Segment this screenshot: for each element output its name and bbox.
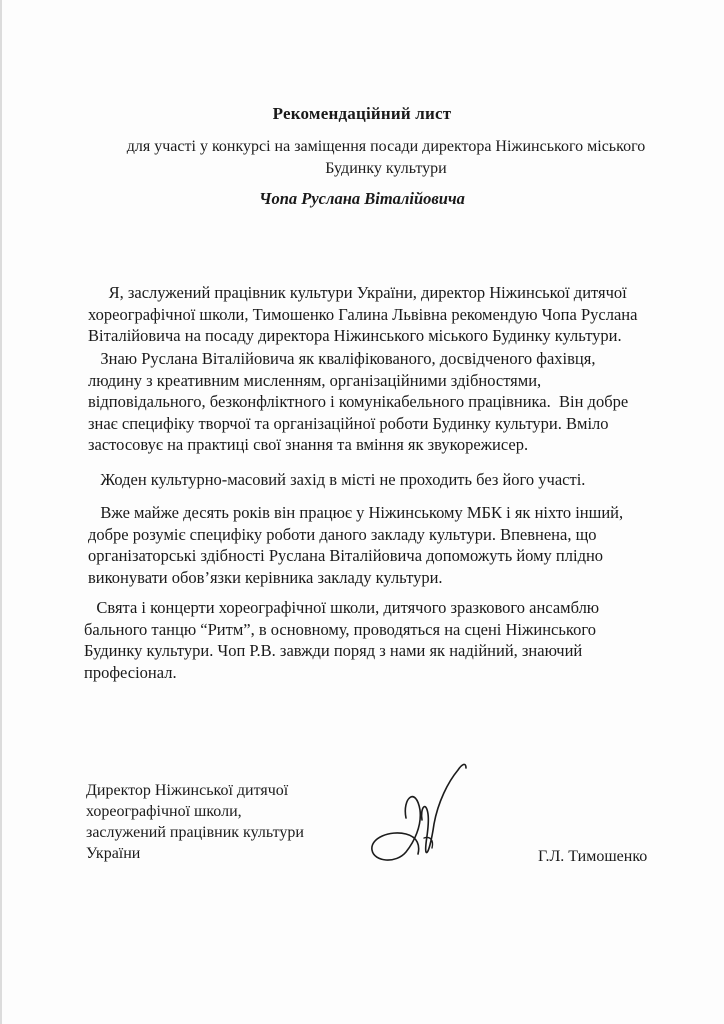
paragraph-line: людину з креативним мисленням, організаційними здібностями, [88,370,542,390]
handwritten-signature [362,760,482,868]
signatory-position [86,780,346,864]
paragraph-line: бального танцю “Ритм”, в основному, проводяться на сцені Ніжинського [84,619,596,639]
paragraph-events [88,469,663,491]
scan-edge [0,0,2,1024]
signatory-line: хореографічної школи, [86,803,242,820]
paragraph-line: Знаю Руслана Віталійовича як кваліфікованого, досвідченого фахівця, [88,349,596,368]
signatory-line: Директор Ніжинської дитячої [86,782,289,799]
paragraph-line: Свята і концерти хореографічної школи, дитячого зразкового ансамблю [84,598,600,617]
paragraph-line: застосовує на практиці свої знання та вміння як звукорежисер. [88,435,529,454]
signatory-name: Г.Л. Тимошенко [538,848,648,865]
paragraph-line: професіонал. [84,662,177,682]
paragraph-line: організаторські здібності Руслана Віталійовича допоможуть йому плідно [88,546,604,565]
paragraph-qualities [88,348,663,456]
paragraph-line: відповідального, безконфліктного і комунікабельного працівника. Він добре [88,392,629,411]
signatory-line: заслужений працівник культури [86,824,304,841]
letter-title: Рекомендаційний лист [272,104,452,123]
paragraph-line: Жоден культурно-масовий захід в місті не проходить без його участі. [88,470,586,489]
paragraph-line: хореографічної школи, Тимошенко Галина Львівна рекомендую Чопа Руслана [88,304,638,324]
letter-subtitle [96,136,676,180]
paragraph-line: добре розуміє специфіку роботи даного закладу культури. Впевнена, що [88,524,597,544]
paragraph-line: виконувати обов’язки керівника закладу культури. [88,567,443,587]
subtitle-line: для участі у конкурсі на заміщення посади директора Ніжинського міського [126,138,646,155]
signatory-line: України [86,845,141,862]
subtitle-line: Будинку культури [325,160,447,177]
paragraph-line: Вже майже десять років він працює у Ніжинському МБК і як ніхто інший, [88,503,624,522]
paragraph-experience [88,502,663,588]
paragraph-concerts [84,597,664,683]
paragraph-line: знає специфіку творчої та організаційної роботи Будинку культури. Вміло [88,413,609,433]
paragraph-line: Віталійовича на посаду директора Ніжинського міського Будинку культури. [88,326,622,345]
candidate-name: Чопа Руслана Віталійовича [259,189,465,208]
paragraph-introduction [88,282,668,347]
paragraph-line: Будинку культури. Чоп Р.В. завжди поряд з нами як надійний, знаючий [84,641,583,660]
paragraph-line: Я, заслужений працівник культури України, директор Ніжинської дитячої [88,283,627,302]
